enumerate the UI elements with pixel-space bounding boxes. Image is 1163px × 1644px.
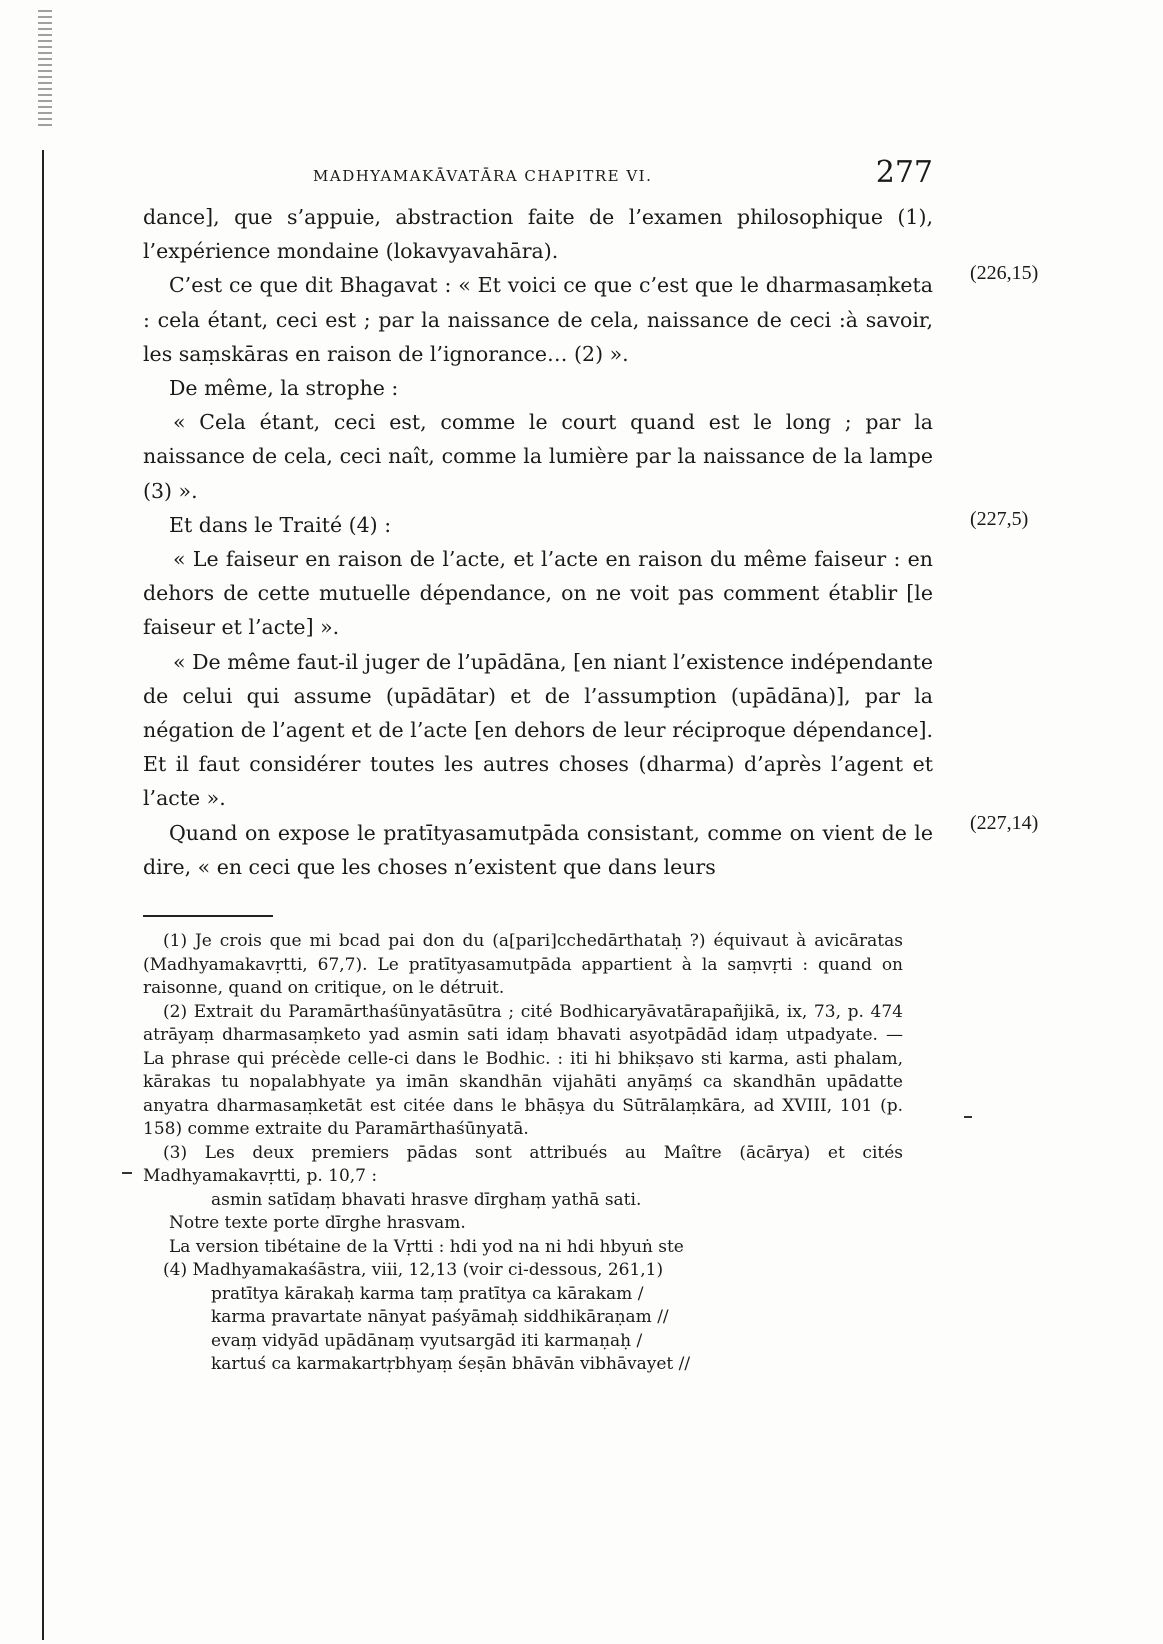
binding-line (42, 150, 44, 1640)
binding-speckle (38, 10, 52, 130)
page-number: 277 (875, 155, 933, 190)
footnote: (2) Extrait du Paramārthaśūnyatāsūtra ; cité Bodhicaryāvatārapañjikā, ix, 73, p. 474 atrāyaṃ dharmasaṃketo yad asmin sati idaṃ bhavati asyotpādād idaṃ utpadyate. — La phrase qui précède celle-ci dans le Bodhic. : iti hi bhikṣavo sti karma, asti phalam, kārakas tu nopalabhyate ya imān skandhān vijahāti anyāṃś ca skandhān upādatte anyatra dharmasaṃketāt est citée dans le bhāṣya du Sūtrālaṃkāra, ad XVIII, 101 (p. 158) comme extraite du Paramārthaśūnyatā. (143, 1001, 903, 1139)
running-head (143, 155, 933, 195)
running-head-title: MADHYAMAKĀVATĀRA CHAPITRE VI. (313, 167, 653, 185)
footnotes (143, 930, 903, 1377)
margin-dash (122, 1172, 132, 1174)
footnote-rule (143, 915, 273, 917)
paragraph: dance], que s’appuie, abstraction faite de l’examen philosophique (1), l’expérience mondaine (lokavyavahāra). (143, 205, 933, 264)
footnote-verse: pratītya kārakaḥ karma taṃ pratītya ca kārakam / (211, 1283, 644, 1304)
paragraph: De même, la strophe : (169, 376, 399, 401)
paragraph: « Le faiseur en raison de l’acte, et l’acte en raison du même faiseur : en dehors de cette mutuelle dépendance, on ne voit pas comment établir [le faiseur et l’acte] ». (143, 547, 933, 640)
main-text (143, 200, 933, 884)
margin-ref: (226,15) (970, 262, 1039, 284)
margin-ref: (227,5) (970, 508, 1029, 530)
footnote-line: La version tibétaine de la Vṛtti : hdi yod na ni hdi hbyuṅ ste (169, 1236, 684, 1257)
margin-dash (964, 1116, 972, 1118)
paragraph: Quand on expose le pratītyasamutpāda consistant, comme on vient de le dire, « en ceci que les choses n’existent que dans leurs (143, 820, 933, 879)
footnote: (3) Les deux premiers pādas sont attribués au Maître (ācārya) et cités Madhyamakavṛtti, p. 10,7 : (143, 1142, 903, 1186)
footnote: (4) Madhyamakaśāstra, viii, 12,13 (voir ci-dessous, 261,1) (163, 1260, 664, 1280)
footnote-line: Notre texte porte dīrghe hrasvam. (169, 1213, 466, 1233)
book-binding-edge (0, 0, 46, 1644)
margin-ref: (227,14) (970, 812, 1039, 834)
footnote: (1) Je crois que mi bcad pai don du (a[pari]cchedārthataḥ ?) équivaut à avicāratas (Madhyamakavṛtti, 67,7). Le pratītyasamutpāda appartient à la saṃvṛti : quand on raisonne, quand on critique, on le détruit. (143, 931, 903, 998)
footnote-verse: kartuś ca karmakartṛbhyaṃ śeṣān bhāvān vibhāvayet // (211, 1354, 691, 1374)
footnote-verse: karma pravartate nānyat paśyāmaḥ siddhikāraṇam // (211, 1307, 669, 1327)
paragraph: « De même faut-il juger de l’upādāna, [en niant l’existence indépendante de celui qui assume (upādātar) et de l’assumption (upādāna)], par la négation de l’agent et de l’acte [en dehors de leur réciproque dépendance]. Et il faut considérer toutes les autres choses (dharma) d’après l’agent et l’acte ». (143, 649, 933, 811)
footnote-verse: asmin satīdaṃ bhavati hrasve dīrghaṃ yathā sati. (211, 1189, 642, 1210)
paragraph: Et dans le Traité (4) : (169, 512, 392, 537)
paragraph: « Cela étant, ceci est, comme le court quand est le long ; par la naissance de cela, ceci naît, comme la lumière par la naissance de la lampe (3) ». (143, 410, 933, 503)
paragraph: C’est ce que dit Bhagavat : « Et voici ce que c’est que le dharmasaṃketa : cela étant, ceci est ; par la naissance de cela, naissance de ceci :à savoir, les saṃskāras en raison de l’ignorance… (2) ». (143, 273, 933, 366)
footnote-verse: evaṃ vidyād upādānaṃ vyutsargād iti karmaṇaḥ / (211, 1330, 643, 1351)
